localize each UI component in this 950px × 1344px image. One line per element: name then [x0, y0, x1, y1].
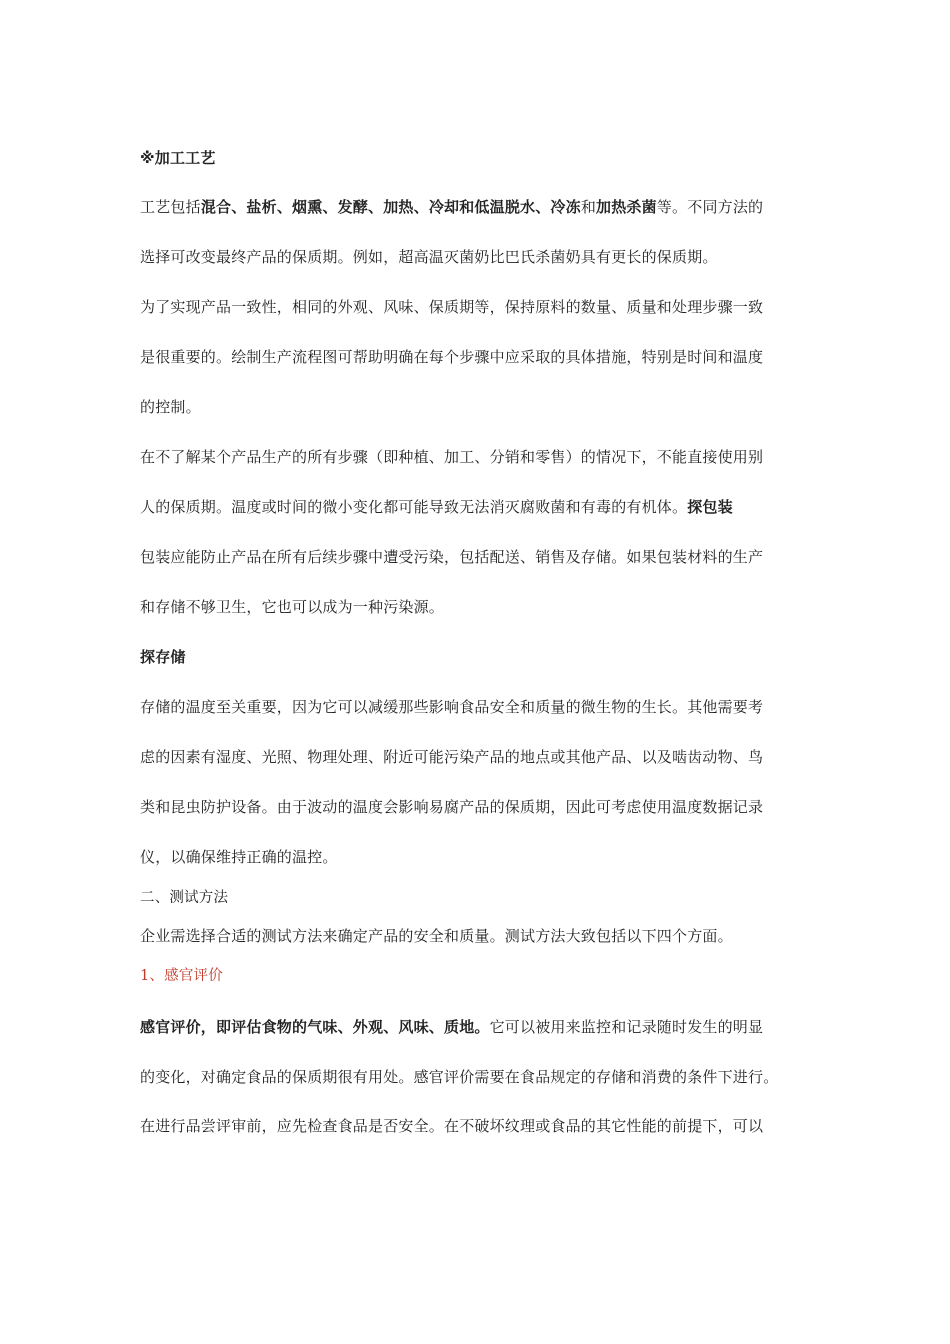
paragraph-testing-intro: 企业需选择合适的测试方法来确定产品的安全和质量。测试方法大致包括以下四个方面。 [140, 927, 733, 945]
text-run: 等。不同方法的 [656, 198, 764, 216]
paragraph-sensory-line-1 [140, 1017, 820, 1037]
bold-text-run: 感官评价，即评估食物的气味、外观、风味、质地。 [140, 1018, 490, 1036]
paragraph-packaging-line-1: 包装应能防止产品在所有后续步骤中遭受污染，包括配送、销售及存储。如果包装材料的生产 [140, 548, 764, 566]
paragraph-sensory-line-2: 的变化，对确定食品的保质期很有用处。感官评价需要在食品规定的存储和消费的条件下进行。 [140, 1068, 779, 1086]
bold-text-run: 混合、盐析、烟熏、发酵、加热、冷却和低温脱水、冷冻 [200, 198, 581, 216]
section-heading-processing: ※加工工艺 [140, 149, 216, 167]
section-heading-storage: 探存储 [140, 648, 186, 666]
paragraph-consistency-line-1: 为了实现产品一致性，相同的外观、风味、保质期等，保持原料的数量、质量和处理步骤一致 [140, 298, 764, 316]
text-run: 它可以被用来监控和记录随时发生的明显 [489, 1018, 764, 1036]
paragraph-shelf-life-line-1: 在不了解某个产品生产的所有步骤（即种植、加工、分销和零售）的情况下，不能直接使用别 [140, 448, 764, 466]
paragraph-storage-line-1: 存储的温度至关重要，因为它可以减缓那些影响食品安全和质量的微生物的生长。其他需要考 [140, 698, 764, 716]
paragraph-consistency-line-3: 的控制。 [140, 398, 201, 416]
paragraph-shelf-life-line-2 [140, 497, 820, 517]
text-run: 人的保质期。温度或时间的微小变化都可能导致无法消灭腐败菌和有毒的有机体。 [140, 498, 688, 516]
paragraph-sensory-line-3: 在进行品尝评审前，应先检查食品是否安全。在不破坏纹理或食品的其它性能的前提下，可以 [140, 1117, 764, 1135]
paragraph-storage-line-4: 仪，以确保维持正确的温控。 [140, 848, 338, 866]
paragraph-processing-line-1 [140, 197, 820, 217]
text-run: 和 [580, 198, 597, 216]
section-heading-packaging: 探包装 [687, 498, 733, 516]
paragraph-storage-line-2: 虑的因素有湿度、光照、物理处理、附近可能污染产品的地点或其他产品、以及啮齿动物、鸟 [140, 748, 764, 766]
text-run: 工艺包括 [140, 198, 201, 216]
bold-text-run: 加热杀菌 [596, 198, 657, 216]
subsection-title-sensory-evaluation: 1、感官评价 [140, 968, 223, 984]
paragraph-processing-line-2: 选择可改变最终产品的保质期。例如，超高温灭菌奶比巴氏杀菌奶具有更长的保质期。 [140, 248, 718, 266]
paragraph-storage-line-3: 类和昆虫防护设备。由于波动的温度会影响易腐产品的保质期，因此可考虑使用温度数据记录 [140, 798, 764, 816]
paragraph-packaging-line-2: 和存储不够卫生，它也可以成为一种污染源。 [140, 598, 445, 616]
section-title-testing-methods: 二、测试方法 [140, 890, 229, 906]
paragraph-consistency-line-2: 是很重要的。绘制生产流程图可帮助明确在每个步骤中应采取的具体措施，特别是时间和温度 [140, 348, 764, 366]
